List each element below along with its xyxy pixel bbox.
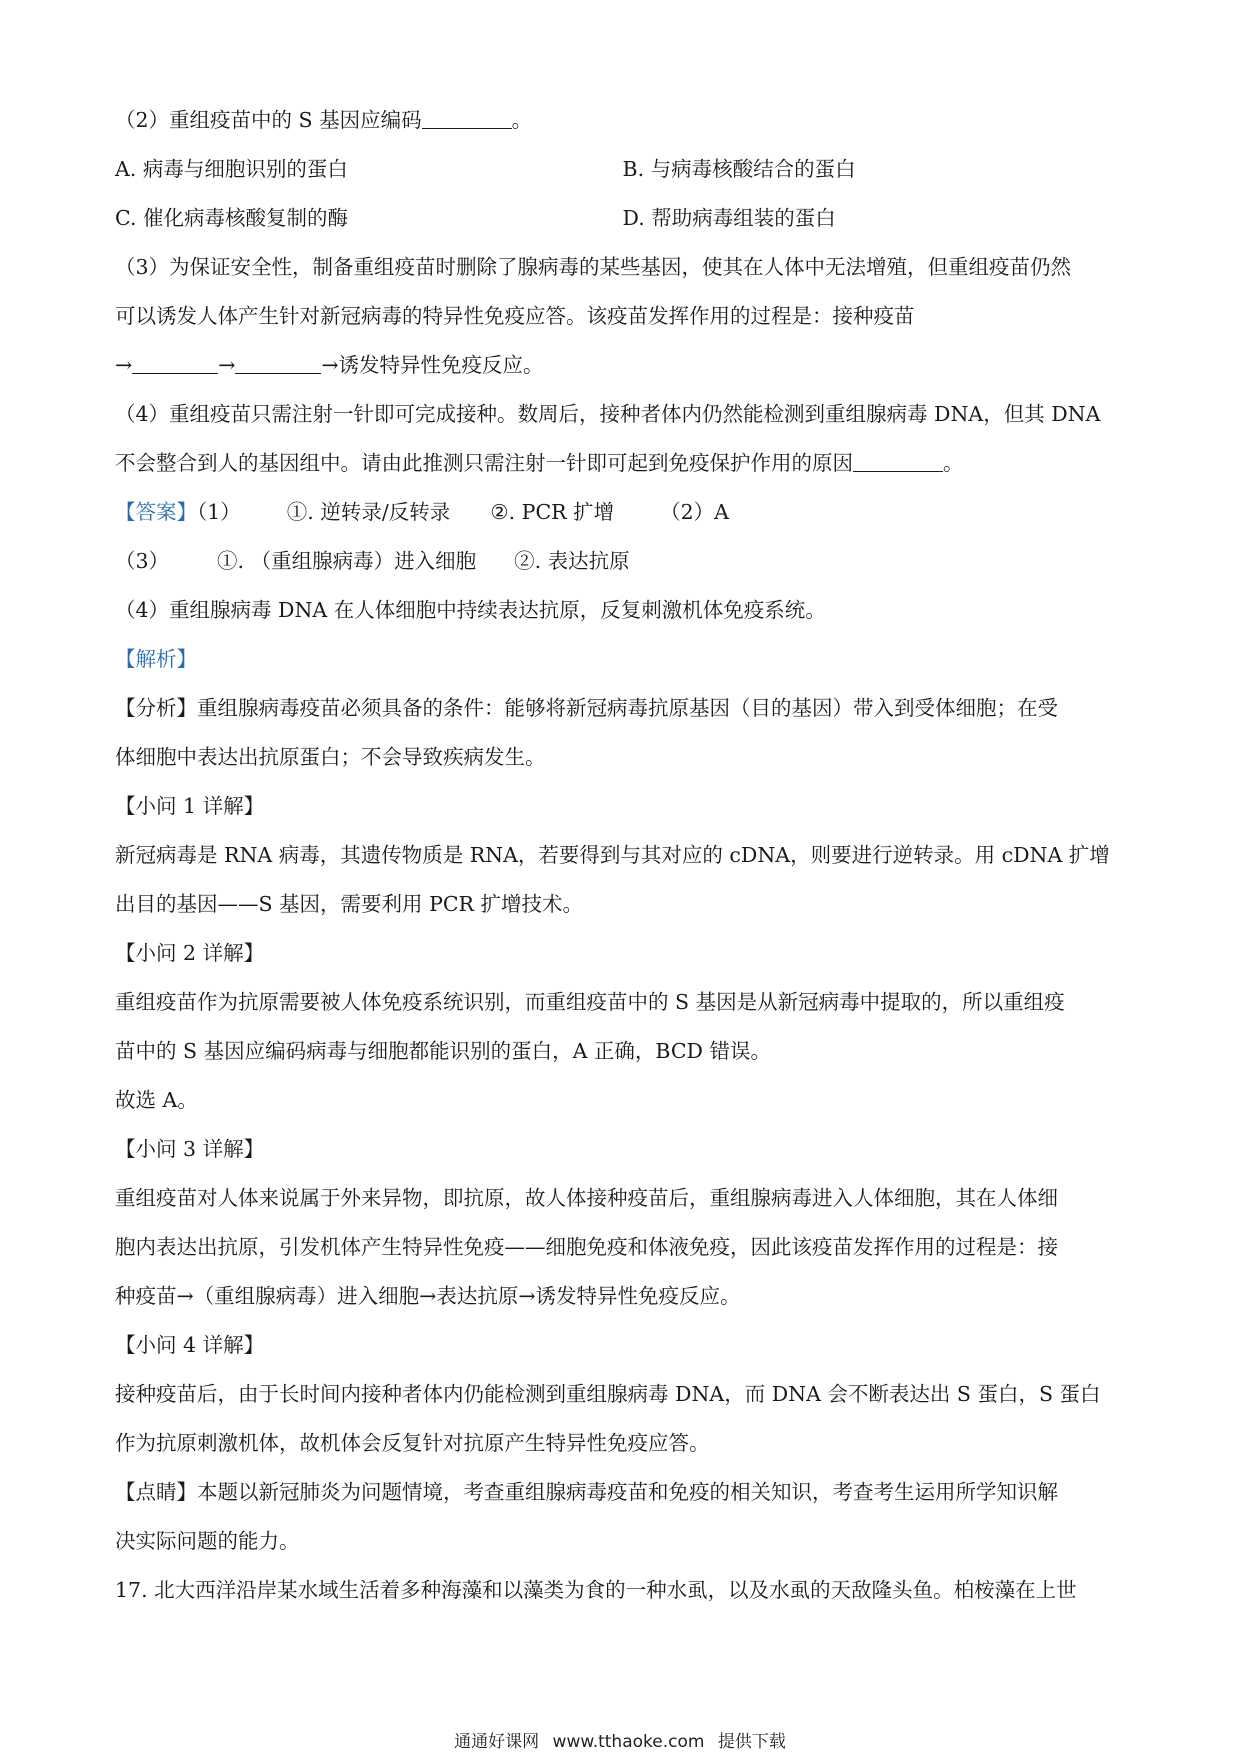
- answer-blank: [132, 349, 218, 374]
- q3-line-3: → → →诱发特异性免疫反应。: [115, 341, 1130, 390]
- sub-question-2-title: 【小问 2 详解】: [115, 941, 265, 965]
- q3-line-1: （3）为保证安全性，制备重组疫苗时删除了腺病毒的某些基因，使其在人体中无法增殖，但重组疫苗仍然: [115, 255, 1072, 279]
- sub-question-3-text-1: 重组疫苗对人体来说属于外来异物，即抗原，故人体接种疫苗后，重组腺病毒进入人体细胞，其在人体细: [115, 1186, 1058, 1210]
- q4-line-2: 不会整合到人的基因组中。请由此推测只需注射一针即可起到免疫保护作用的原因 。: [115, 439, 1130, 488]
- question-17-line-1: 17. 北大西洋沿岸某水域生活着多种海藻和以藻类为食的一种水虱，以及水虱的天敌隆头鱼。柏桉藻在上世: [115, 1578, 1077, 1602]
- answer-line-1: 【答案】（1） ①. 逆转录/反转录 ②. PCR 扩增 （2）A: [115, 500, 729, 524]
- analysis-fenxi-1: 【分析】重组腺病毒疫苗必须具备的条件：能够将新冠病毒抗原基因（目的基因）带入到受体细胞；在受: [115, 696, 1058, 720]
- page-footer: [0, 1727, 1240, 1752]
- sub-question-2-text-2: 苗中的 S 基因应编码病毒与细胞都能识别的蛋白，A 正确，BCD 错误。: [115, 1039, 771, 1063]
- q2-stem: （2）重组疫苗中的 S 基因应编码 。: [115, 96, 1130, 145]
- answer-line-3: （4）重组腺病毒 DNA 在人体细胞中持续表达抗原，反复刺激机体免疫系统。: [115, 598, 826, 622]
- analysis-fenxi-2: 体细胞中表达出抗原蛋白；不会导致疾病发生。: [115, 745, 546, 769]
- footer-text: 提供下载: [717, 1732, 786, 1752]
- option-c: C. 催化病毒核酸复制的酶: [115, 206, 348, 230]
- sub-question-2-text-1: 重组疫苗作为抗原需要被人体免疫系统识别，而重组疫苗中的 S 基因是从新冠病毒中提取的，所以重组疫: [115, 990, 1065, 1014]
- answer-label: 【答案】: [115, 500, 197, 524]
- footer-url[interactable]: www.tthaoke.com: [552, 1732, 705, 1752]
- option-d: D. 帮助病毒组装的蛋白: [622, 206, 836, 230]
- sub-question-1-title: 【小问 1 详解】: [115, 794, 265, 818]
- q4-line-1: （4）重组疫苗只需注射一针即可完成接种。数周后，接种者体内仍然能检测到重组腺病毒 DNA，但其 DNA: [115, 402, 1101, 426]
- sub-question-4-title: 【小问 4 详解】: [115, 1333, 265, 1357]
- analysis-label: 【解析】: [115, 647, 197, 671]
- sub-question-2-text-3: 故选 A。: [115, 1088, 198, 1112]
- answer-blank: [235, 349, 321, 374]
- sub-question-4-text-2: 作为抗原刺激机体，故机体会反复针对抗原产生特异性免疫应答。: [115, 1431, 710, 1455]
- sub-question-3-title: 【小问 3 详解】: [115, 1137, 265, 1161]
- q3-line-2: 可以诱发人体产生针对新冠病毒的特异性免疫应答。该疫苗发挥作用的过程是：接种疫苗: [115, 304, 915, 328]
- option-b: B. 与病毒核酸结合的蛋白: [622, 157, 856, 181]
- sub-question-4-text-1: 接种疫苗后，由于长时间内接种者体内仍能检测到重组腺病毒 DNA，而 DNA 会不断表达出 S 蛋白，S 蛋白: [115, 1382, 1101, 1406]
- dianjing-text-2: 决实际问题的能力。: [115, 1529, 300, 1553]
- document-page: [115, 96, 1130, 1615]
- sub-question-3-text-2: 胞内表达出抗原，引发机体产生特异性免疫——细胞免疫和体液免疫，因此该疫苗发挥作用的过程是：接: [115, 1235, 1058, 1259]
- sub-question-1-text-2: 出目的基因——S 基因，需要利用 PCR 扩增技术。: [115, 892, 584, 916]
- option-a: A. 病毒与细胞识别的蛋白: [115, 157, 348, 181]
- answer-line-2: （3） ①. （重组腺病毒）进入细胞 ②. 表达抗原: [115, 549, 630, 573]
- sub-question-3-text-3: 种疫苗→（重组腺病毒）进入细胞→表达抗原→诱发特异性免疫反应。: [115, 1284, 741, 1308]
- dianjing-text-1: 【点睛】本题以新冠肺炎为问题情境，考查重组腺病毒疫苗和免疫的相关知识，考查考生运用所学知识解: [115, 1480, 1058, 1504]
- answer-blank: [853, 447, 943, 472]
- sub-question-1-text-1: 新冠病毒是 RNA 病毒，其遗传物质是 RNA，若要得到与其对应的 cDNA，则要进行逆转录。用 cDNA 扩增: [115, 843, 1110, 867]
- q2-options-row-1: [115, 145, 1130, 194]
- answer-blank: [422, 104, 512, 129]
- q2-options-row-2: [115, 194, 1130, 243]
- footer-site: 通通好课网: [454, 1732, 540, 1752]
